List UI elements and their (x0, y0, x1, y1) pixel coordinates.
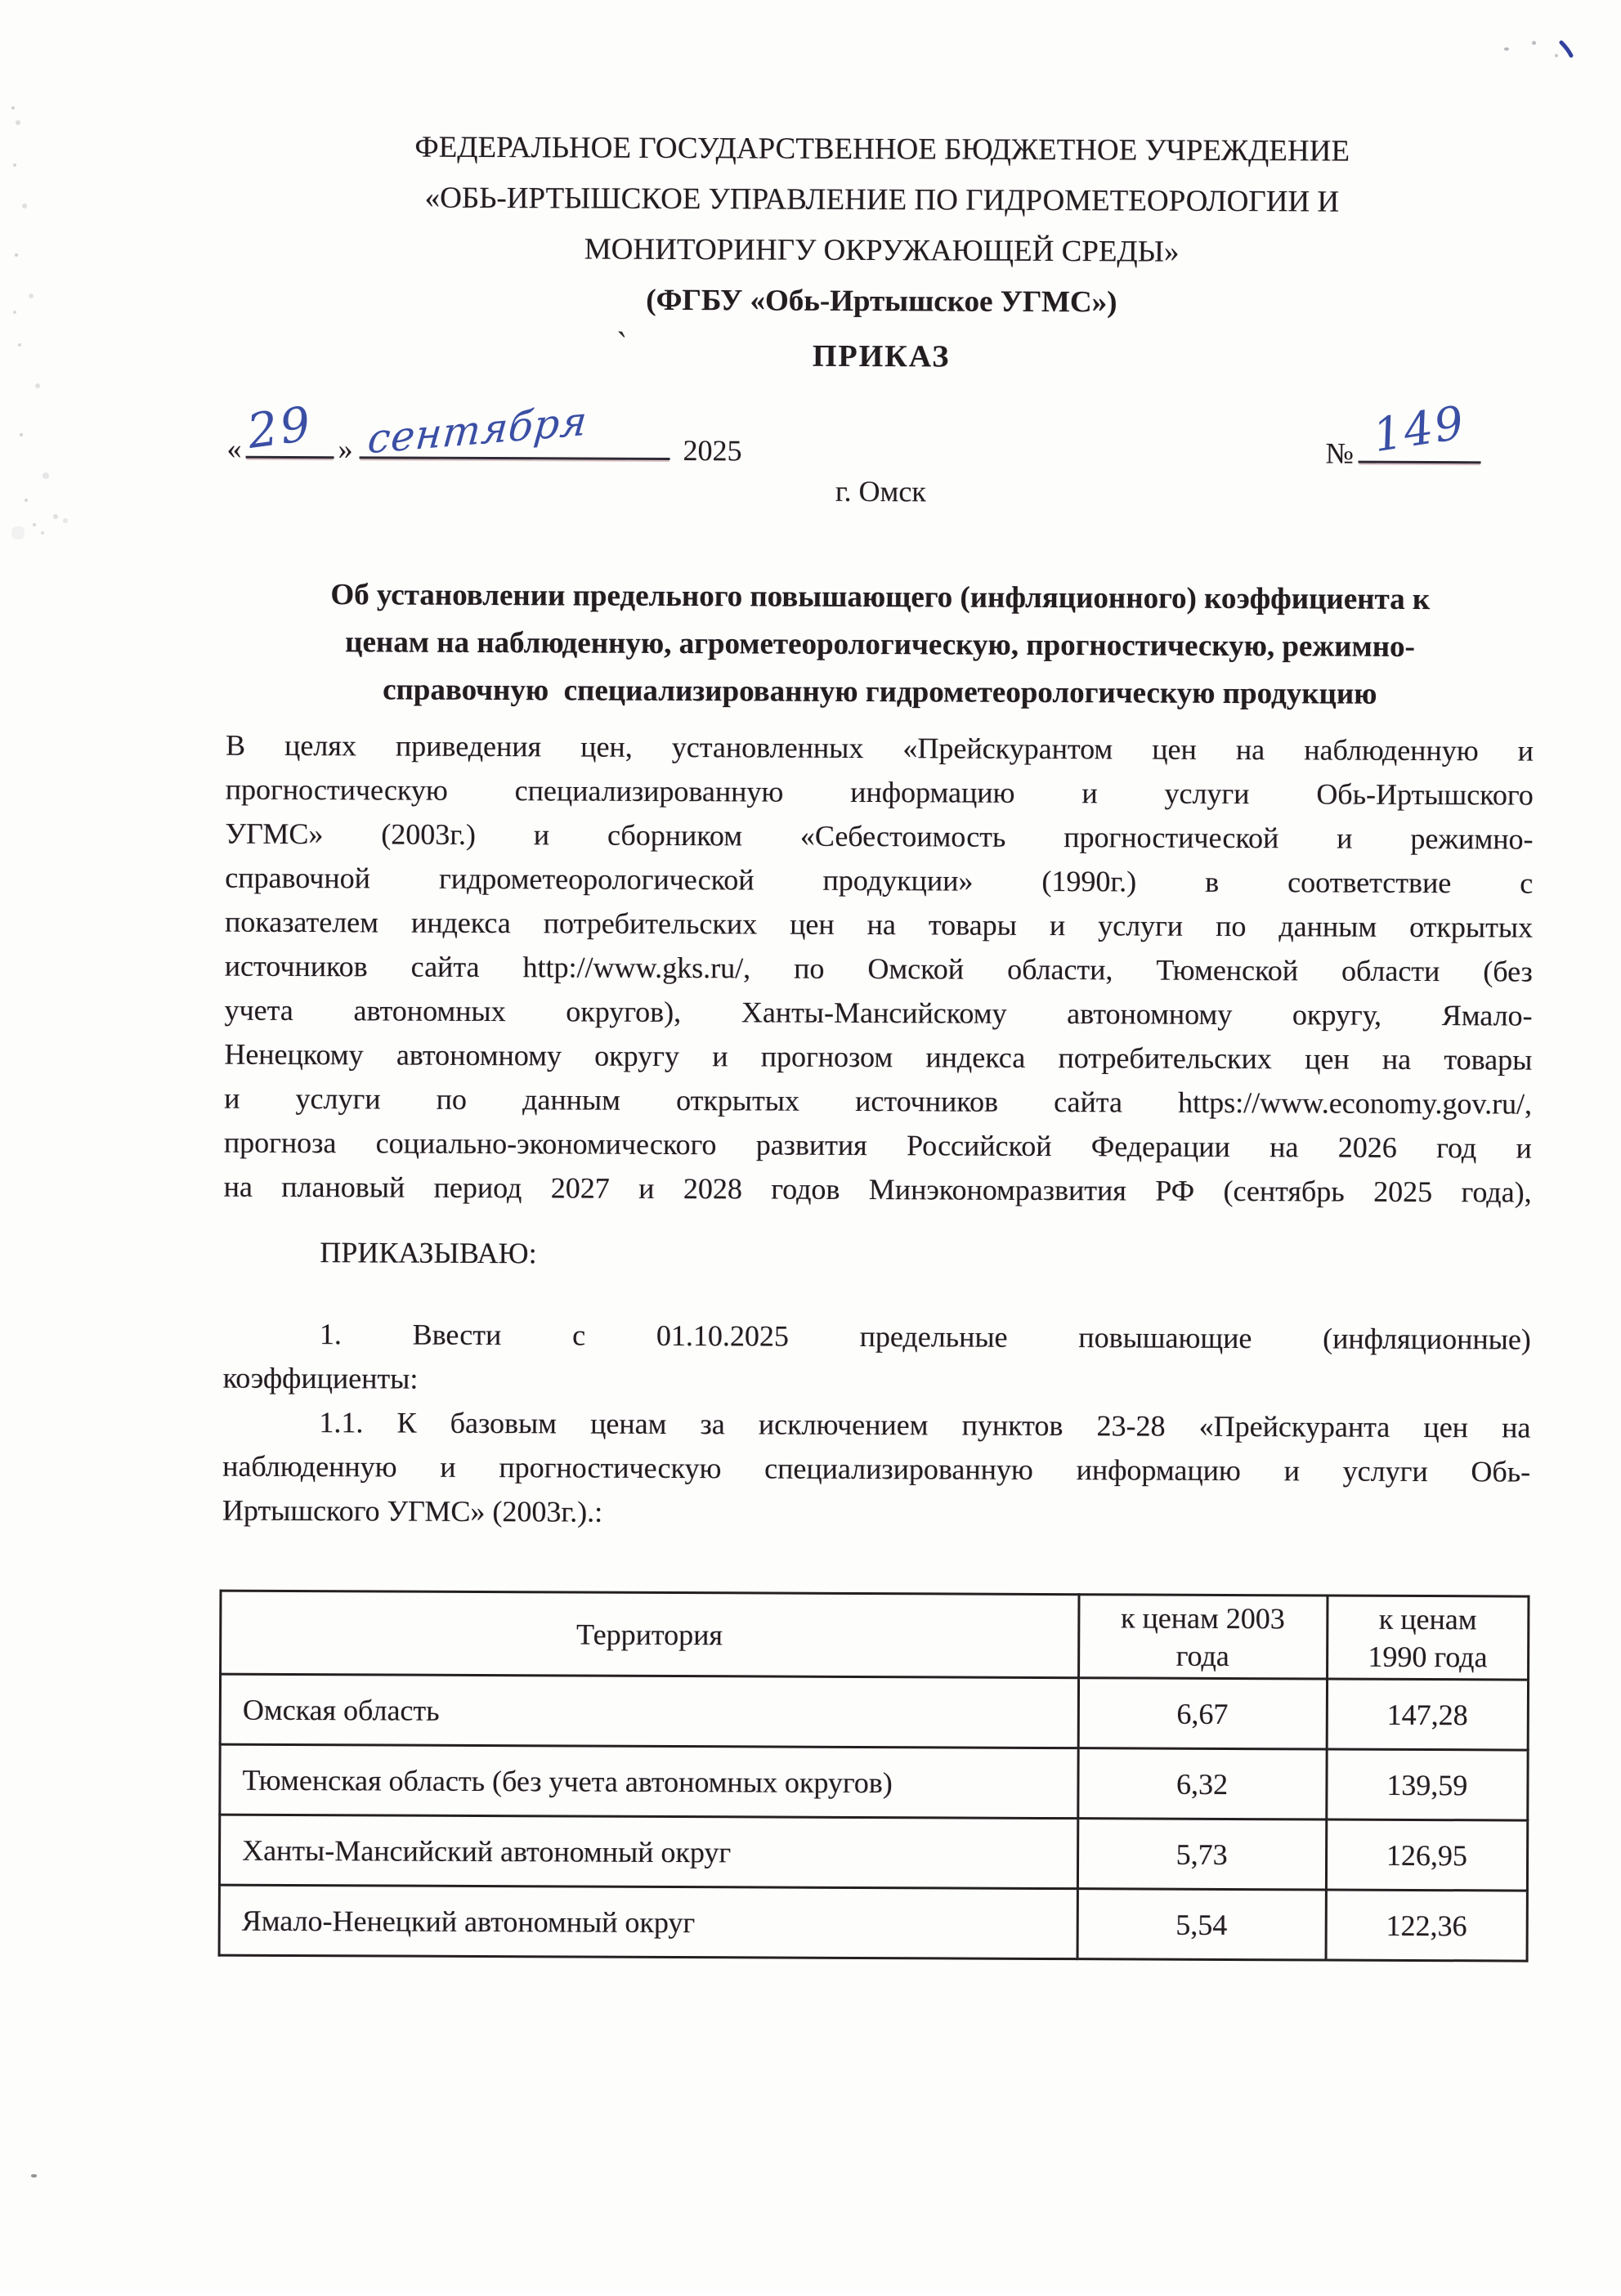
header-prices-1990: к ценам 1990 года (1327, 1596, 1529, 1680)
table-header-row (221, 1591, 1529, 1680)
clause-1-1-line: Иртышского УГМС» (2003г.).: (222, 1493, 603, 1528)
coef-2003-cell: 6,32 (1077, 1748, 1326, 1819)
org-name-line: «ОБЬ-ИРТЫШСКОЕ УПРАВЛЕНИЕ ПО ГИДРОМЕТЕОРОЛОГИИ И (424, 181, 1340, 219)
order-title-line: ценам на наблюденную, агрометеорологическую, прогностическую, режимно- (345, 625, 1415, 664)
coef-2003-cell: 6,67 (1078, 1678, 1327, 1749)
order-title (226, 571, 1534, 719)
open-quote: « (226, 432, 242, 465)
scan-speck (31, 2174, 37, 2177)
preamble-line: УГМС» (2003г.) и сборником «Себестоимость прогностической и режимно- (225, 817, 1534, 856)
resolution-word: ПРИКАЗЫВАЮ: (320, 1236, 537, 1270)
coef-1990-cell: 147,28 (1327, 1679, 1529, 1750)
clause-1-line: коэффициенты: (222, 1361, 419, 1395)
preamble-line: прогностическую специализированную информацию и услуги Обь-Иртышского (225, 772, 1534, 812)
header-prices-2003: к ценам 2003 года (1078, 1595, 1327, 1679)
org-short-name: (ФГБУ «Обь-Иртышское УГМС») (646, 283, 1117, 320)
coef-2003-cell: 5,73 (1077, 1819, 1326, 1890)
scan-dot (1504, 47, 1509, 51)
scan-noise-left-edge (11, 106, 15, 110)
preamble-line: показателем индекса потребительских цен на товары и услуги по данным открытых (224, 905, 1534, 944)
number-sign: № (1325, 436, 1355, 470)
handwritten-number: 149 (1369, 396, 1470, 463)
coef-2003-cell: 5,54 (1077, 1889, 1326, 1960)
org-name-line: ФЕДЕРАЛЬНОЕ ГОСУДАРСТВЕННОЕ БЮДЖЕТНОЕ УЧРЕЖДЕНИЕ (414, 130, 1350, 168)
territory-cell: Омская область (220, 1674, 1078, 1748)
date-group (226, 395, 742, 468)
number-group (1325, 396, 1481, 471)
preamble-paragraph (224, 723, 1534, 1215)
order-title-line: Об установлении предельного повышающего (инфляционного) коэффициента к (330, 578, 1431, 617)
coef-1990-cell: 126,95 (1326, 1819, 1528, 1891)
close-quote: » (338, 432, 353, 466)
territory-cell: Ханты-Мансийский автономный округ (219, 1815, 1077, 1889)
doc-type-heading: ПРИКАЗ (812, 338, 951, 374)
blue-pen-tick-mark (1558, 38, 1583, 59)
scan-dot (1555, 54, 1558, 57)
table-row (219, 1885, 1527, 1961)
preamble-line: источников сайта http://www.gks.ru/, по Омской области, Тюменской области (без (224, 949, 1533, 988)
clause-1-line: 1. Ввести с 01.10.2025 предельные повышающие (инфляционные) (319, 1318, 1531, 1356)
handwritten-day: 29 (244, 395, 316, 459)
org-name-line: МОНИТОРИНГУ ОКРУЖАЮЩЕЙ СРЕДЫ» (584, 232, 1180, 269)
preamble-line: Ненецкому автономному округу и прогнозом индекса потребительских цен на товары (224, 1037, 1533, 1076)
day-blank-line (244, 395, 334, 459)
preamble-line: на плановый период 2027 и 2028 годов Минэкономразвития РФ (сентябрь 2025 года), (223, 1170, 1532, 1209)
preamble-line: прогноза социально-экономического развития Российской Федерации на 2026 год и (223, 1126, 1532, 1165)
handwritten-month: сентября (365, 397, 590, 463)
preamble-line: и услуги по данным открытых источников сайта https://www.economy.gov.ru/, (224, 1081, 1533, 1121)
month-blank-line (360, 397, 670, 463)
table-row (220, 1744, 1528, 1820)
preamble-line: учета автономных округов), Ханты-Мансийскому автономному округу, Ямало- (224, 993, 1533, 1032)
coef-1990-cell: 139,59 (1326, 1749, 1528, 1820)
order-title-line: справочную специализированную гидрометеорологическую продукцию (383, 673, 1377, 711)
clause-1-1-line: 1.1. К базовым ценам за исключением пунктов 23-28 «Прейскуранта цен на (319, 1406, 1531, 1444)
scan-dot (1532, 41, 1536, 45)
table-row (220, 1674, 1528, 1750)
clause-1-1-line: наблюденную и прогностическую специализированную информацию и услуги Обь- (222, 1449, 1531, 1488)
coefficients-table (218, 1590, 1530, 1963)
preamble-line: В целях приведения цен, установленных «Прейскурантом цен на наблюденную и (225, 728, 1534, 768)
preamble-line: справочной гидрометеорологической продукции» (1990г.) в соответствие с (225, 861, 1534, 900)
org-name-block (227, 122, 1536, 330)
table-row (219, 1815, 1527, 1891)
year-text: 2025 (683, 434, 742, 468)
clauses-block (222, 1312, 1531, 1538)
territory-cell: Тюменская область (без учета автономных округов) (220, 1744, 1078, 1819)
city-line: г. Омск (835, 474, 926, 508)
stray-pen-mark: ` (611, 325, 629, 365)
header-territory: Территория (221, 1591, 1079, 1678)
coef-1990-cell: 122,36 (1326, 1890, 1528, 1961)
number-blank-line (1359, 396, 1481, 464)
territory-cell: Ямало-Ненецкий автономный округ (219, 1885, 1077, 1959)
